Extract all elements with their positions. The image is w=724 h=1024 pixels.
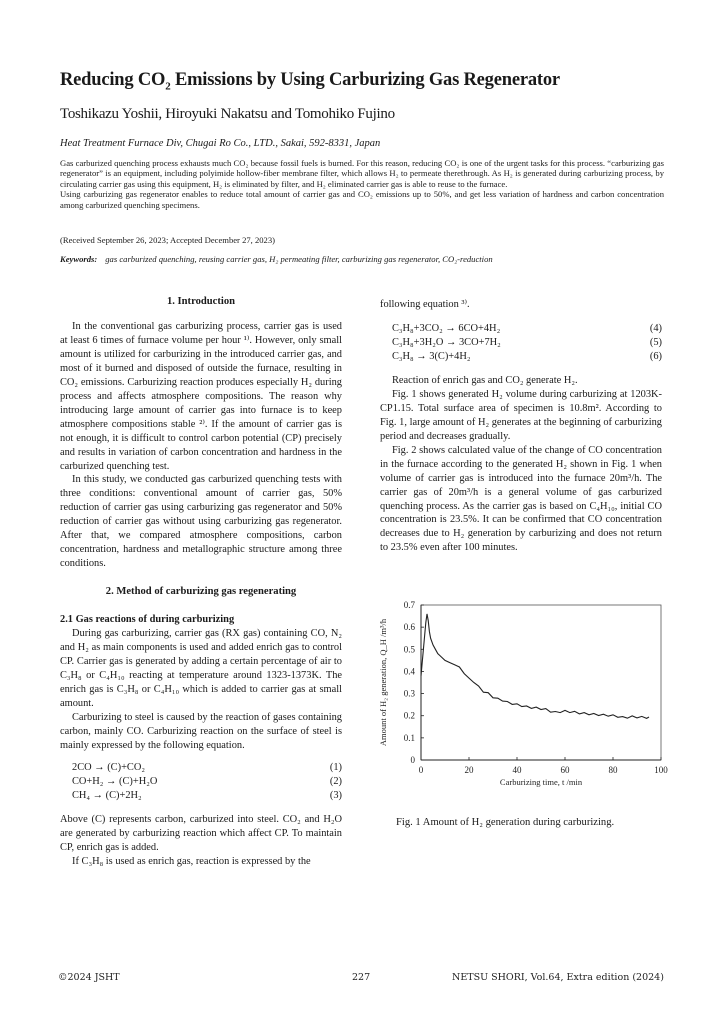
equation-number: (3) [329,789,342,801]
title-text-1: Reducing CO [60,70,166,90]
footer-page-number: 227 [352,972,371,983]
equation-row [60,761,342,775]
y-tick-label: 0.7 [403,600,415,610]
y-tick-label: 0.3 [403,688,415,699]
chart-series [421,614,649,719]
equation-number: (6) [649,350,662,362]
x-tick-label: 40 [512,765,522,775]
subsection-heading-2-1: 2.1 Gas reactions of during carburizing [60,614,235,626]
series-line-h2-generation [421,614,649,719]
y-tick-label: 0 [410,755,415,765]
equations-1-3 [60,761,342,803]
sub21-paragraph-4: If C₃H₈ is used as enrich gas, reaction is expressed by the [72,855,311,867]
equation-expression: C₃H₈ → 3(C)+4H₂ [392,350,471,362]
y-tick-label: 0.2 [403,710,415,721]
abstract-paragraph-2: Using carburizing gas regenerator enables to reduce total amount of carrier gas and CO₂ emissions up to 50%, and get less variation of hardness and carbon concentration among carburized quenching specimens. [60,189,664,210]
x-tick-label: 100 [654,765,668,775]
intro-paragraph-2: In this study, we conducted gas carburized quenching tests with three conditions: conventional amount of carrier gas, 50% reduction of carrier gas using carburizing gas regenerator and 50% reduction of carrier gas without using carburizing gas regenerator. After that, we compared atmosphere compositions, carbon concentration, hardness and metallographic structure among three conditions. [60,474,342,570]
y-tick-label: 0.1 [403,732,415,743]
intro-paragraph-1: In the conventional gas carburizing process, carrier gas is used at least 6 times of furnace volume per hour ¹⁾. However, only small amount is utilized for carburizing in the introduced carrier gas, and most of it burned and disposed of outside the furnace, resulting in CO₂ emissions. Carburizing reaction produces especially H₂ during process and affects atmosphere compositions. The reason why introducing large amount of carrier gas into furnace is to keep atmosphere compositions stable ²⁾. If the amount of carrier gas is not enough, it is difficult to control carbon potential (CP) precisely and results in variation of carbon concentration and hardness in the carburized quenching test. [60,321,342,472]
equation-number: (5) [649,336,662,348]
equation-number: (4) [649,322,662,334]
x-tick-label: 60 [560,765,570,775]
received-dates: (Received September 26, 2023; Accepted December 27, 2023) [60,235,276,245]
chart-ticks [404,600,669,775]
equation-expression: C₃H₈+3H₂O → 3CO+7H₂ [392,336,501,348]
y-tick-label: 0.4 [403,666,415,677]
footer-journal: NETSU SHORI, Vol.64, Extra edition (2024) [452,972,664,983]
y-tick-label: 0.6 [403,622,415,633]
left-column [60,320,342,868]
paper-title [60,70,560,93]
right-paragraph-2: Fig. 1 shows generated H₂ volume during carburizing at 1203K-CP1.15. Total surface area of specimen is 10.8m². According to Fig. 1, large amount of H₂ generates at the beginning of carburizing period and decreases gradually. [380,388,662,442]
equation-number: (1) [329,761,342,773]
keywords-list: gas carburized quenching, reusing carrier gas, H₂ permeating filter, carburizing gas regenerator, CO₂-reduction [105,254,493,264]
x-tick-label: 0 [418,765,424,775]
affiliation: Heat Treatment Furnace Div, Chugai Ro Co., LTD., Sakai, 592-8331, Japan [60,138,381,149]
title-subscript: 2 [165,80,171,93]
equation-expression: C₃H₈+3CO₂ → 6CO+4H₂ [392,322,501,334]
equation-row [380,322,662,336]
right-paragraph-0: following equation ³⁾. [380,299,470,310]
plot-frame [421,605,661,760]
equation-row [380,350,662,364]
equation-number: (2) [329,775,342,787]
equation-expression: 2CO → (C)+CO₂ [72,761,145,773]
y-tick-label: 0.5 [403,644,415,655]
keywords [60,254,493,264]
x-tick-label: 20 [464,765,474,775]
sub21-paragraph-3: Above (C) represents carbon, carburized into steel. CO₂ and H₂O are generated by carburizing reaction which affect CP. To maintain CP, enrich gas is added. [60,813,342,853]
abstract-paragraph-1: Gas carburized quenching process exhausts much CO₂ because fossil fuels is burned. For this reason, reducing CO₂ is one of the urgent tasks for this process. “carburizing gas regenerator” is an equipment, including polyimide hollow-fiber membrane filter, which allows H₂ to permeate therethrough. As H₂ is generated during carburizing process, by circulating carrier gas using this equipment, H₂ is eliminated by filter, and H₂ eliminated carrier gas is able to reuse to the furnace. [60,158,664,189]
y-axis-label: Amount of H₂ generation, Q_H /m³/h [378,618,388,747]
equations-4-6 [380,322,662,364]
authors: Toshikazu Yoshii, Hiroyuki Nakatsu and Tomohiko Fujino [60,106,395,122]
section-heading-introduction: 1. Introduction [166,296,236,307]
x-tick-label: 80 [608,765,618,775]
equation-row [380,336,662,350]
section-heading-method: 2. Method of carburizing gas regenerating [105,586,297,598]
right-column [380,298,662,555]
x-axis-label: Carburizing time, t /min [499,777,583,787]
h2-generation-chart [372,596,702,811]
equation-expression: CH₄ → (C)+2H₂ [72,789,142,801]
equation-row [60,775,342,789]
footer-copyright: ©2024 JSHT [58,972,120,983]
right-paragraph-1: Reaction of enrich gas and CO₂ generate H₂. [392,374,578,386]
keywords-label: Keywords: [60,254,98,264]
figure-caption: Fig. 1 Amount of H₂ generation during carburizing. [396,817,615,828]
sub21-paragraph-1: During gas carburizing, carrier gas (RX gas) containing CO, N₂ and H₂ as main components is used and added enrich gas to control CP. Carrier gas is generated by adding a certain percentage of air to C₃H₈ or C₄H₁₀ reacting at temperature around 1323-1373K. The enrich gas is C₃H₈ or C₄H₁₀ which is added to carrier gas at small amount. [60,628,342,709]
abstract [60,158,664,210]
right-paragraph-3: Fig. 2 shows calculated value of the change of CO concentration in the furnace according to the generated H₂ shown in Fig. 1 when volume of carrier gas is introduced into the furnace 20m³/h. The carrier gas of 20m³/h is a general volume of gas carburized quenching process. As the carrier gas is based on C₄H₁₀, initial CO concentration is 23.5%. It can be confirmed that CO concentration decreases due to H₂ generation by carburizing and does not return to 23.5% even after 100 minutes. [380,444,662,554]
title-text-2: Emissions by Using Carburizing Gas Regenerator [170,70,560,90]
sub21-paragraph-2: Carburizing to steel is caused by the reaction of gases containing carbon, mainly CO. Carburizing reaction on the surface of steel is mainly expressed by the following equation. [60,711,342,751]
chart-axes [421,605,661,760]
equation-expression: CO+H₂ → (C)+H₂O [72,775,158,787]
equation-row [60,789,342,803]
